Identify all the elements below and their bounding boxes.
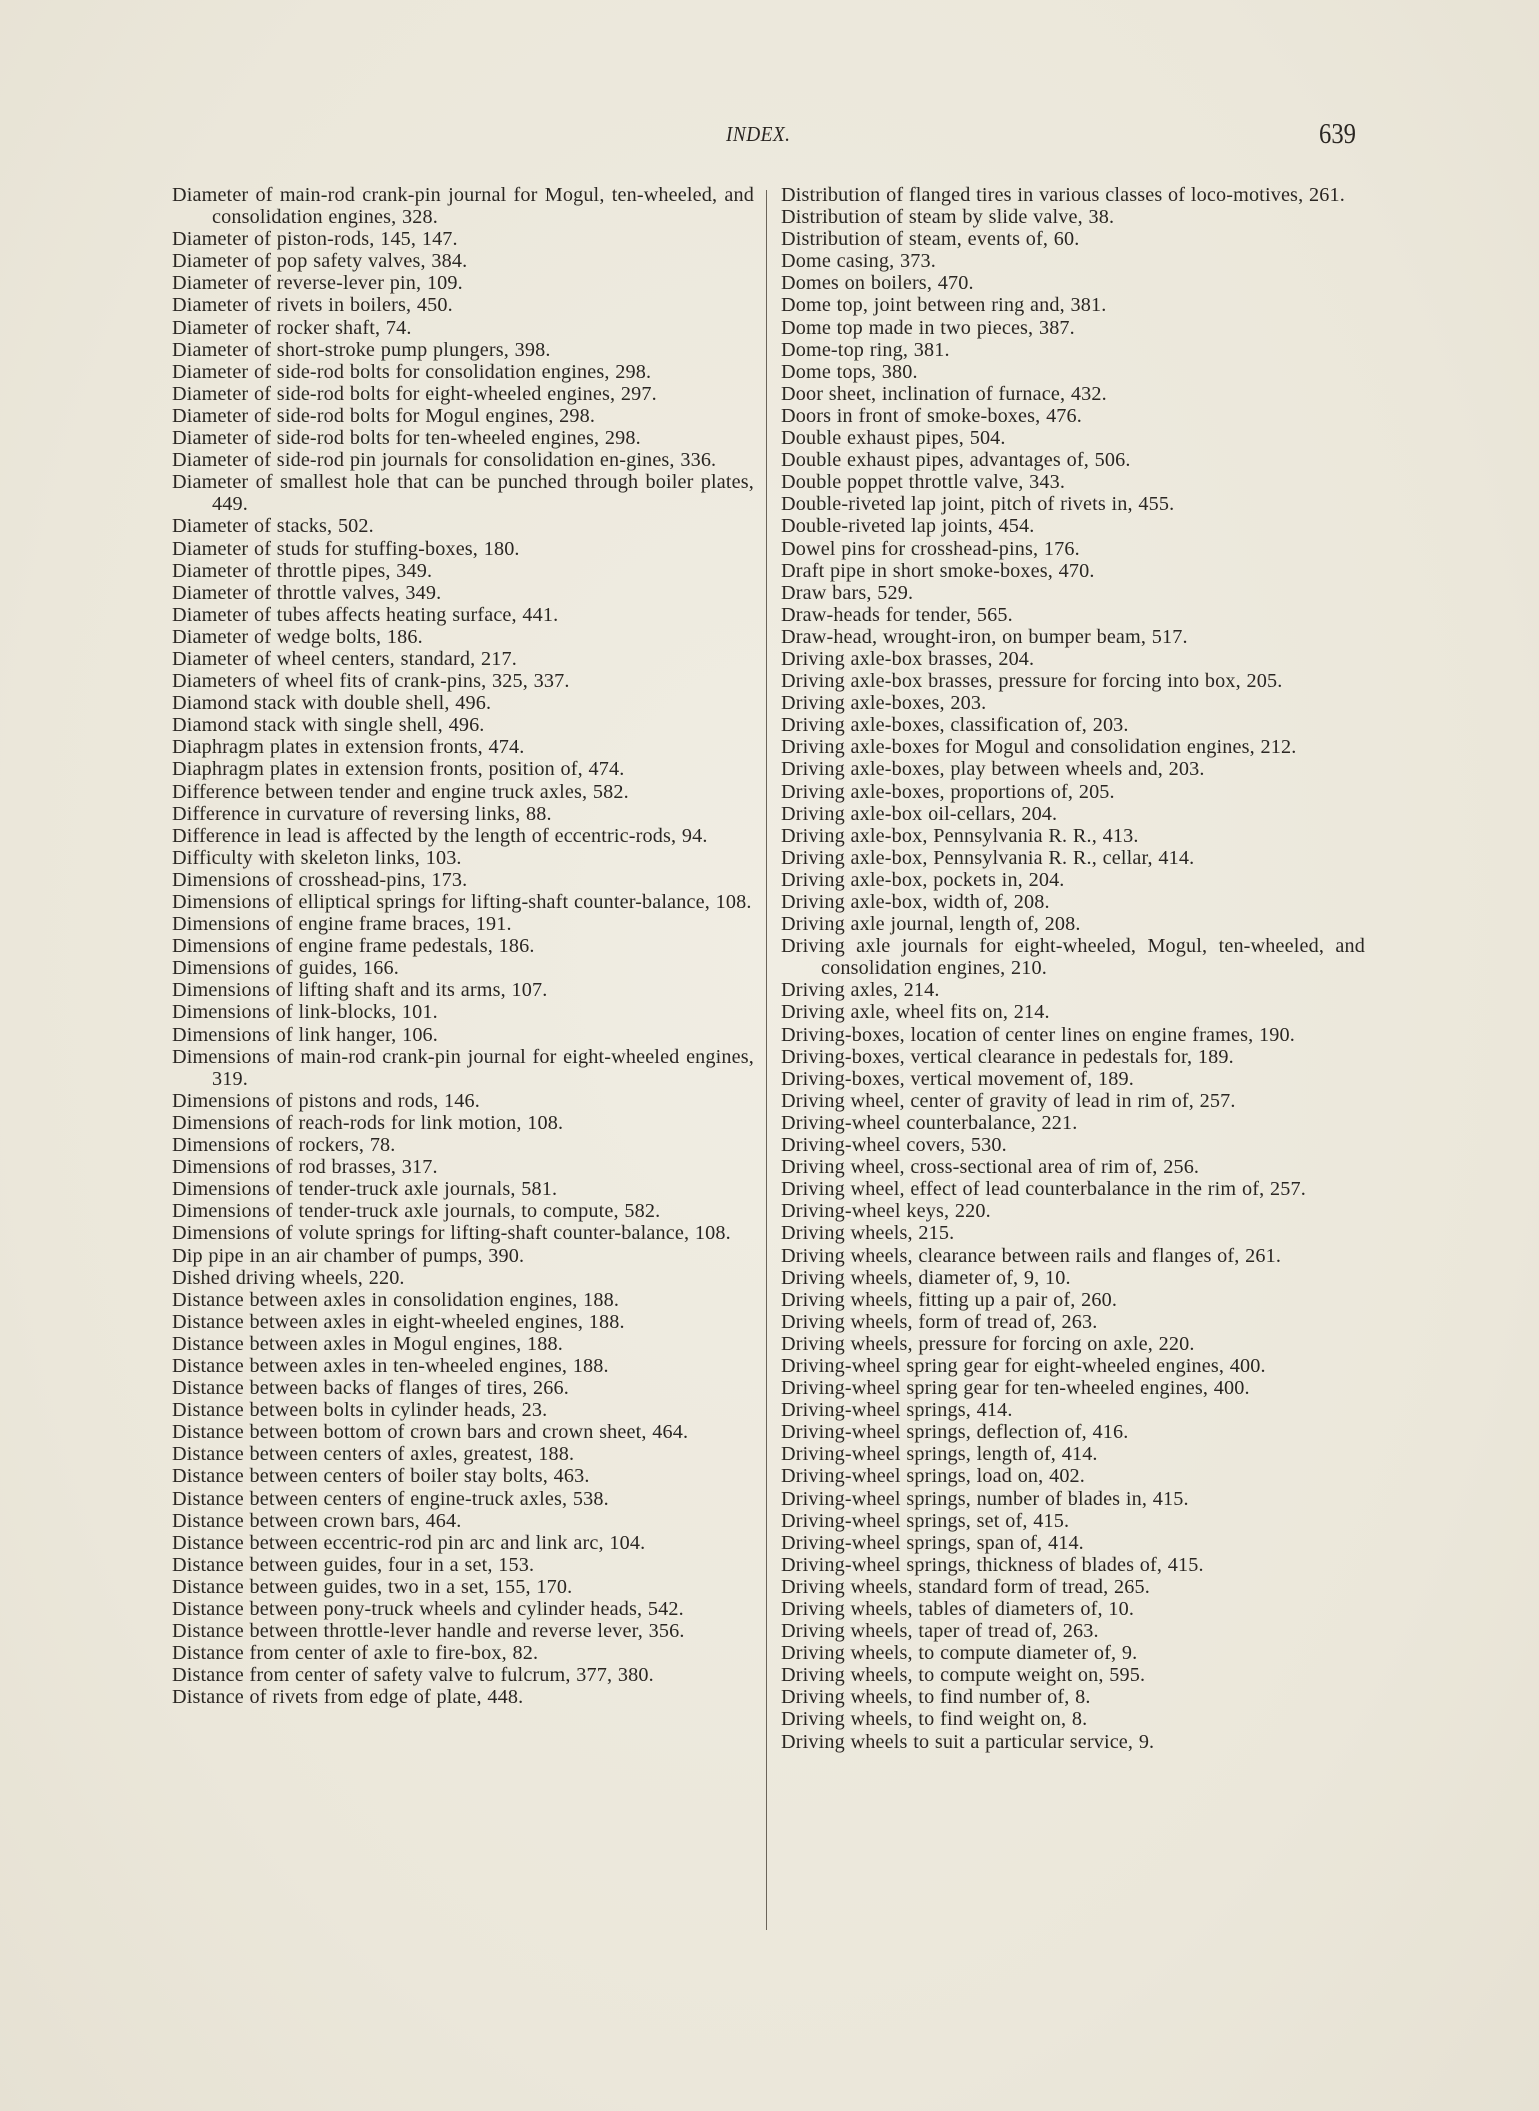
- running-title: INDEX.: [726, 122, 791, 146]
- index-entry: Driving-wheel springs, thickness of blades of, 415.: [781, 1553, 1204, 1576]
- index-entry: Driving wheels to suit a particular service, 9.: [781, 1730, 1155, 1753]
- index-entry: Driving axle-boxes, 203.: [781, 692, 987, 715]
- index-entry: Dome top, joint between ring and, 381.: [781, 294, 1107, 317]
- index-entry: Distance of rivets from edge of plate, 448.: [172, 1686, 524, 1709]
- index-entry: Dimensions of elliptical springs for lifting-shaft counter-balance, 108.: [172, 891, 752, 913]
- index-entry: Distance between guides, four in a set, 153.: [172, 1553, 535, 1576]
- index-entry: Distance between axles in ten-wheeled engines, 188.: [172, 1354, 609, 1377]
- column-divider: [766, 190, 767, 1930]
- index-entry: Driving axle-boxes, play between wheels and, 203.: [781, 758, 1205, 781]
- index-entry: Driving-wheel springs, length of, 414.: [781, 1443, 1098, 1466]
- index-entry: Difference between tender and engine truck axles, 582.: [172, 780, 629, 803]
- index-entry: Distance between centers of axles, greatest, 188.: [172, 1443, 575, 1466]
- page-number: 639: [1319, 118, 1356, 150]
- index-entry: Driving wheels, standard form of tread, 265.: [781, 1575, 1150, 1598]
- index-entry: Distance from center of axle to fire-box, 82.: [172, 1642, 539, 1665]
- index-entry: Dimensions of link-blocks, 101.: [172, 1001, 438, 1024]
- index-entry: Driving wheels, pressure for forcing on axle, 220.: [781, 1332, 1195, 1355]
- index-entry: Dimensions of engine frame braces, 191.: [172, 913, 512, 936]
- index-entry: Driving-boxes, vertical clearance in pedestals for, 189.: [781, 1045, 1234, 1068]
- index-entry: Driving-boxes, location of center lines on engine frames, 190.: [781, 1023, 1295, 1046]
- index-entry: Door sheet, inclination of furnace, 432.: [781, 382, 1107, 405]
- index-entry: Diameter of main-rod crank-pin journal for Mogul, ten-wheeled, and consolidation engines, 328.: [172, 184, 754, 229]
- index-entry: Driving-boxes, vertical movement of, 189.: [781, 1067, 1134, 1090]
- index-entry: Diameter of side-rod bolts for ten-wheeled engines, 298.: [172, 427, 641, 450]
- index-entry: Driving-wheel springs, deflection of, 416.: [781, 1421, 1129, 1444]
- index-entry: Diameter of stacks, 502.: [172, 515, 374, 538]
- index-entry: Driving wheel, cross-sectional area of rim of, 256.: [781, 1156, 1200, 1179]
- index-entry: Driving axle-boxes for Mogul and consolidation engines, 212.: [781, 736, 1297, 759]
- index-entry: Diameter of side-rod bolts for Mogul engines, 298.: [172, 404, 596, 427]
- index-column-left: [172, 184, 754, 1708]
- index-entry: Distance between bottom of crown bars and crown sheet, 464.: [172, 1421, 689, 1444]
- index-entry: Driving wheels, form of tread of, 263.: [781, 1310, 1098, 1333]
- index-entry: Distance between axles in Mogul engines, 188.: [172, 1332, 563, 1355]
- index-entry: Driving axle-box brasses, pressure for forcing into box, 205.: [781, 670, 1283, 693]
- index-column-right: [781, 184, 1365, 1753]
- index-entry: Distance between backs of flanges of tires, 266.: [172, 1377, 569, 1400]
- index-entry: Driving-wheel springs, load on, 402.: [781, 1465, 1086, 1488]
- index-entry: Driving-wheel spring gear for eight-wheeled engines, 400.: [781, 1354, 1266, 1377]
- index-entry: Double-riveted lap joint, pitch of rivets in, 455.: [781, 493, 1175, 516]
- index-entry: Difference in curvature of reversing links, 88.: [172, 802, 552, 825]
- index-entry: Distance between centers of boiler stay bolts, 463.: [172, 1465, 590, 1488]
- index-entry: Dished driving wheels, 220.: [172, 1266, 405, 1289]
- index-entry: Distance between centers of engine-truck axles, 538.: [172, 1487, 609, 1510]
- index-entry: Driving axle-box, width of, 208.: [781, 891, 1050, 913]
- index-entry: Driving wheels, diameter of, 9, 10.: [781, 1266, 1071, 1289]
- index-entry: Driving wheels, taper of tread of, 263.: [781, 1620, 1099, 1643]
- index-entry: Dimensions of guides, 166.: [172, 957, 399, 980]
- index-entry: Dome tops, 380.: [781, 360, 918, 383]
- index-entry: Dome casing, 373.: [781, 250, 936, 273]
- index-entry: Driving axle-box, Pennsylvania R. R., cellar, 414.: [781, 846, 1195, 869]
- index-entry: Double exhaust pipes, advantages of, 506.: [781, 449, 1131, 472]
- index-entry: Diameter of wedge bolts, 186.: [172, 625, 423, 648]
- index-entry: Diameter of side-rod bolts for eight-wheeled engines, 297.: [172, 382, 657, 405]
- index-entry: Dimensions of crosshead-pins, 173.: [172, 868, 468, 891]
- index-entry: Draw-heads for tender, 565.: [781, 603, 1013, 626]
- index-entry: Diameter of rocker shaft, 74.: [172, 316, 412, 339]
- index-entry: Distance between axles in consolidation engines, 188.: [172, 1288, 620, 1311]
- index-entry: Difficulty with skeleton links, 103.: [172, 846, 462, 869]
- index-entry: Driving wheels, clearance between rails and flanges of, 261.: [781, 1244, 1282, 1267]
- index-entry: Dowel pins for crosshead-pins, 176.: [781, 537, 1080, 560]
- index-entry: Driving-wheel springs, set of, 415.: [781, 1509, 1070, 1532]
- index-entry: Dome-top ring, 381.: [781, 338, 950, 361]
- index-entry: Driving-wheel keys, 220.: [781, 1200, 991, 1223]
- index-entry: Distance between eccentric-rod pin arc and link arc, 104.: [172, 1531, 646, 1554]
- index-entry: Distribution of flanged tires in various classes of loco-motives, 261.: [781, 184, 1345, 206]
- index-entry: Difference in lead is affected by the length of eccentric-rods, 94.: [172, 824, 708, 847]
- index-entry: Driving-wheel counterbalance, 221.: [781, 1111, 1078, 1134]
- index-entry: Diaphragm plates in extension fronts, 474.: [172, 736, 525, 759]
- index-entry: Diameter of side-rod bolts for consolidation engines, 298.: [172, 360, 652, 383]
- index-entry: Diameters of wheel fits of crank-pins, 325, 337.: [172, 670, 570, 693]
- index-entry: Driving wheels, to compute weight on, 595.: [781, 1664, 1146, 1687]
- index-entry: Driving-wheel springs, span of, 414.: [781, 1531, 1084, 1554]
- index-entry: Driving axle-box, pockets in, 204.: [781, 868, 1065, 891]
- index-entry: Distribution of steam by slide valve, 38.: [781, 206, 1115, 229]
- index-entry: Distance from center of safety valve to fulcrum, 377, 380.: [172, 1664, 654, 1687]
- index-entry: Dimensions of tender-truck axle journals, 581.: [172, 1178, 558, 1201]
- index-entry: Driving axle journal, length of, 208.: [781, 913, 1081, 936]
- index-entry: Driving wheels, to compute diameter of, 9.: [781, 1642, 1138, 1665]
- index-entry: Dimensions of reach-rods for link motion, 108.: [172, 1111, 564, 1134]
- index-entry: Diamond stack with double shell, 496.: [172, 692, 492, 715]
- index-entry: Dimensions of main-rod crank-pin journal for eight-wheeled engines, 319.: [172, 1045, 754, 1090]
- index-entry: Dome top made in two pieces, 387.: [781, 316, 1075, 339]
- index-entry: Diaphragm plates in extension fronts, position of, 474.: [172, 758, 625, 781]
- index-entry: Dip pipe in an air chamber of pumps, 390.: [172, 1244, 525, 1267]
- index-entry: Diameter of rivets in boilers, 450.: [172, 294, 453, 317]
- index-entry: Distance between crown bars, 464.: [172, 1509, 462, 1532]
- index-entry: Driving wheels, to find number of, 8.: [781, 1686, 1091, 1709]
- index-entry: Draft pipe in short smoke-boxes, 470.: [781, 559, 1095, 582]
- index-entry: Diameter of smallest hole that can be punched through boiler plates, 449.: [172, 471, 754, 516]
- index-entry: Driving-wheel covers, 530.: [781, 1134, 1007, 1157]
- index-entry: Diameter of tubes affects heating surface, 441.: [172, 603, 559, 626]
- index-entry: Diameter of studs for stuffing-boxes, 180.: [172, 537, 520, 560]
- index-entry: Dimensions of rockers, 78.: [172, 1134, 396, 1157]
- index-entry: Draw bars, 529.: [781, 581, 914, 604]
- index-entry: Driving axle-box oil-cellars, 204.: [781, 802, 1058, 825]
- index-entry: Distribution of steam, events of, 60.: [781, 228, 1080, 251]
- index-entry: Driving wheels, to find weight on, 8.: [781, 1708, 1088, 1731]
- index-entry: Driving axle-boxes, proportions of, 205.: [781, 780, 1115, 803]
- index-entry: Distance between pony-truck wheels and cylinder heads, 542.: [172, 1598, 684, 1620]
- index-entry: Driving axle journals for eight-wheeled, Mogul, ten-wheeled, and consolidation engines, 210.: [781, 935, 1365, 980]
- index-entry: Dimensions of lifting shaft and its arms, 107.: [172, 979, 548, 1002]
- index-entry: Draw-head, wrought-iron, on bumper beam, 517.: [781, 625, 1188, 648]
- index-entry: Driving wheels, 215.: [781, 1222, 955, 1245]
- index-entry: Diameter of throttle pipes, 349.: [172, 559, 433, 582]
- index-entry: Diameter of pop safety valves, 384.: [172, 250, 468, 273]
- index-entry: Domes on boilers, 470.: [781, 272, 974, 295]
- index-entry: Driving axle-boxes, classification of, 203.: [781, 714, 1129, 737]
- running-head: [0, 118, 1539, 152]
- index-entry: Double poppet throttle valve, 343.: [781, 471, 1066, 494]
- index-entry: Driving wheel, center of gravity of lead in rim of, 257.: [781, 1089, 1236, 1112]
- index-entry: Distance between bolts in cylinder heads, 23.: [172, 1399, 548, 1422]
- index-entry: Doors in front of smoke-boxes, 476.: [781, 404, 1082, 427]
- index-entry: Driving axles, 214.: [781, 979, 940, 1002]
- index-entry: Diamond stack with single shell, 496.: [172, 714, 485, 737]
- index-entry: Driving wheel, effect of lead counterbalance in the rim of, 257.: [781, 1178, 1306, 1201]
- index-entry: Double-riveted lap joints, 454.: [781, 515, 1035, 538]
- index-entry: Distance between axles in eight-wheeled engines, 188.: [172, 1310, 625, 1333]
- index-entry: Distance between guides, two in a set, 155, 170.: [172, 1575, 573, 1598]
- index-entry: Driving axle-box, Pennsylvania R. R., 413.: [781, 824, 1139, 847]
- index-entry: Driving wheels, fitting up a pair of, 260.: [781, 1288, 1118, 1311]
- index-entry: Dimensions of link hanger, 106.: [172, 1023, 439, 1046]
- index-entry: Diameter of piston-rods, 145, 147.: [172, 228, 458, 251]
- index-entry: Dimensions of pistons and rods, 146.: [172, 1089, 480, 1112]
- index-entry: Dimensions of tender-truck axle journals, to compute, 582.: [172, 1200, 661, 1223]
- index-entry: Driving-wheel spring gear for ten-wheeled engines, 400.: [781, 1377, 1250, 1400]
- index-entry: Diameter of reverse-lever pin, 109.: [172, 272, 463, 295]
- index-entry: Driving wheels, tables of diameters of, 10.: [781, 1598, 1135, 1620]
- index-entry: Dimensions of rod brasses, 317.: [172, 1156, 438, 1179]
- index-entry: Double exhaust pipes, 504.: [781, 427, 1006, 450]
- index-entry: Driving-wheel springs, number of blades in, 415.: [781, 1487, 1189, 1510]
- index-entry: Diameter of wheel centers, standard, 217.: [172, 647, 517, 670]
- index-entry: Distance between throttle-lever handle and reverse lever, 356.: [172, 1620, 685, 1643]
- index-entry: Dimensions of engine frame pedestals, 186.: [172, 935, 535, 958]
- index-entry: Diameter of side-rod pin journals for consolidation en-gines, 336.: [172, 449, 717, 472]
- index-entry: Driving axle, wheel fits on, 214.: [781, 1001, 1050, 1024]
- index-entry: Diameter of throttle valves, 349.: [172, 581, 442, 604]
- index-entry: Diameter of short-stroke pump plungers, 398.: [172, 338, 551, 361]
- index-entry: Dimensions of volute springs for lifting-shaft counter-balance, 108.: [172, 1222, 731, 1245]
- index-entry: Driving-wheel springs, 414.: [781, 1399, 1013, 1422]
- index-entry: Driving axle-box brasses, 204.: [781, 647, 1035, 670]
